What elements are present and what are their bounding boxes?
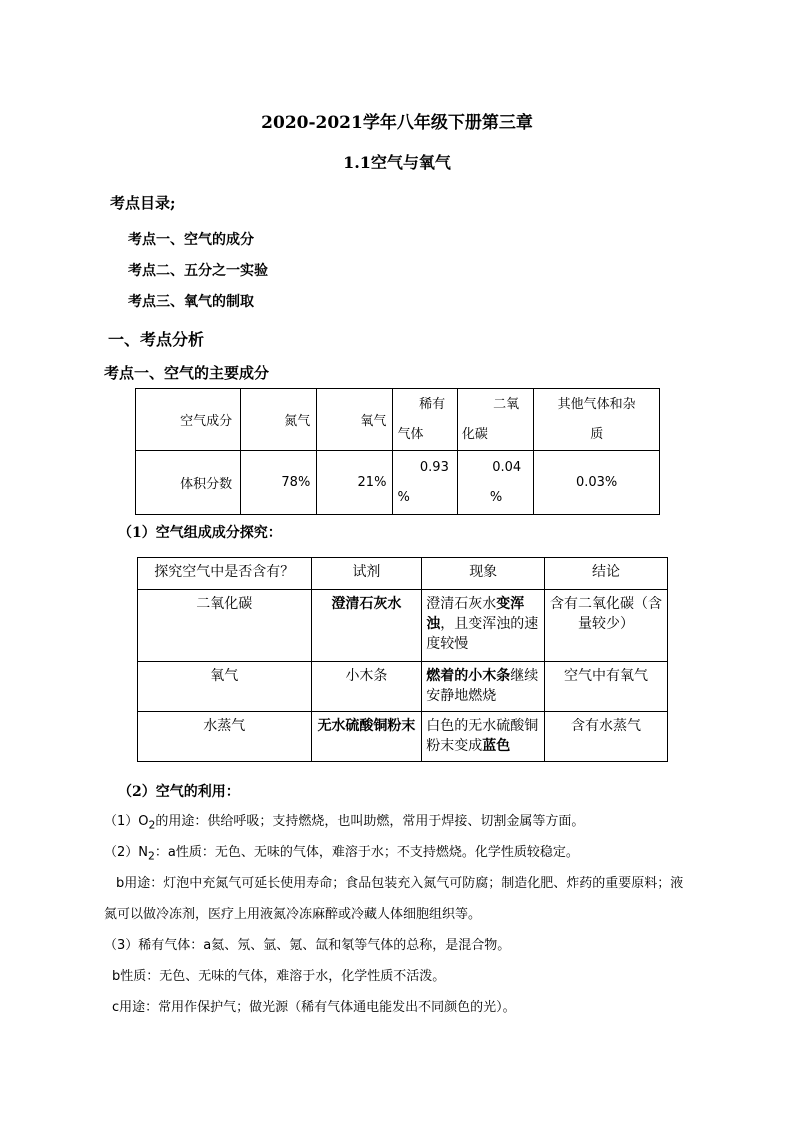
- table-header-row: [138, 558, 668, 590]
- rare-gas-properties: b性质：无色、无味的气体，难溶于水，化学性质不活泼。: [112, 969, 446, 984]
- table-cell: 氧气: [138, 662, 312, 712]
- phenomenon-emphasis: 蓝色: [482, 738, 511, 754]
- table-cell: [422, 662, 545, 712]
- table-header: 试剂: [311, 558, 422, 590]
- table-cell: 二氧化碳: [138, 590, 312, 662]
- toc-heading: 考点目录;: [110, 194, 176, 212]
- table-cell: 体积分数: [136, 451, 241, 515]
- table-cell: [422, 590, 545, 662]
- exploration-table: [137, 557, 668, 762]
- cell-line: 质: [590, 426, 604, 442]
- section-heading: 一、考点分析: [108, 330, 205, 349]
- phenomenon-text: 白色的无水硫酸铜粉末变成: [426, 718, 539, 754]
- table-cell: 21%: [317, 451, 393, 515]
- table-cell: 氮气: [241, 389, 317, 451]
- phenomenon-text: 澄清石灰水: [426, 596, 497, 612]
- table-header: 结论: [545, 558, 668, 590]
- sub-heading-2: （2）空气的利用：: [118, 784, 240, 800]
- table-row: [136, 389, 660, 451]
- cell-line: 0.93: [419, 459, 449, 475]
- rare-gas-definition: （3）稀有气体：a氦、氖、氩、氪、氙和氡等气体的总称，是混合物。: [104, 938, 511, 953]
- table-cell: 78%: [241, 451, 317, 515]
- cell-line: 化碳: [461, 426, 488, 442]
- doc-title: 2020-2021学年八年级下册第三章: [261, 113, 533, 133]
- table-header: 现象: [422, 558, 545, 590]
- table-cell: 氧气: [317, 389, 393, 451]
- cell-line: %: [397, 489, 410, 505]
- cell-line: 二氧: [493, 396, 520, 412]
- table-row: [138, 662, 668, 712]
- text-run: （1）O: [104, 814, 149, 829]
- phenomenon-emphasis: 变浑浊: [426, 596, 525, 632]
- table-row: [138, 712, 668, 762]
- table-row: [138, 590, 668, 662]
- table-cell: 空气成分: [136, 389, 241, 451]
- phenomenon-emphasis: 燃着的小木条: [426, 668, 511, 684]
- subscript: 2: [148, 849, 155, 863]
- text-run: （2）N: [104, 845, 148, 860]
- n2-uses-line-1: b用途：灯泡中充氮气可延长使用寿命；食品包装充入氮气可防腐；制造化肥、炸药的重要原料；液: [116, 876, 684, 891]
- n2-properties: [104, 843, 579, 867]
- toc-item-1: 考点一、空气的成分: [128, 232, 254, 248]
- phenomenon-text: ，且变浑浊的速度较慢: [426, 616, 539, 652]
- cell-line: %: [489, 489, 503, 505]
- table-cell: 0.03%: [534, 451, 660, 515]
- table-cell: [457, 389, 533, 451]
- table-cell: 空气中有氧气: [545, 662, 668, 712]
- toc-item-2: 考点二、五分之一实验: [128, 263, 268, 279]
- n2-uses-line-2: 氮可以做冷冻剂，医疗上用液氮冷冻麻醉或冷藏人体细胞组织等。: [104, 907, 482, 922]
- table-row: [136, 451, 660, 515]
- cell-line: 稀有: [419, 396, 446, 412]
- table-cell: 无水硫酸铜粉末: [311, 712, 422, 762]
- subscript: 2: [148, 818, 156, 832]
- rare-gas-uses: c用途：常用作保护气；做光源（稀有气体通电能发出不同颜色的光）。: [112, 1000, 516, 1015]
- phenomenon-text: 继续安静地燃烧: [426, 668, 539, 704]
- cell-line: 其他气体和杂: [557, 396, 636, 412]
- sub-heading-1: （1）空气组成成分探究：: [118, 525, 282, 541]
- table-cell: [534, 389, 660, 451]
- table-cell: 水蒸气: [138, 712, 312, 762]
- table-cell: [422, 712, 545, 762]
- table-cell: 小木条: [311, 662, 422, 712]
- table-cell: [393, 389, 457, 451]
- composition-table: [135, 388, 660, 515]
- table-cell: 含有水蒸气: [545, 712, 668, 762]
- table-header: 探究空气中是否含有？: [138, 558, 312, 590]
- table-cell: [457, 451, 533, 515]
- o2-uses: [104, 812, 584, 836]
- table-cell: 含有二氧化碳（含量较少）: [545, 590, 668, 662]
- text-run: ：a性质：无色、无味的气体，难溶于水；不支持燃烧。化学性质较稳定。: [154, 845, 579, 860]
- text-run: 的用途：供给呼吸；支持燃烧，也叫助燃，常用于焊接、切割金属等方面。: [155, 814, 585, 829]
- cell-line: 气体: [397, 426, 424, 442]
- cell-line: 0.04: [492, 459, 522, 475]
- toc-item-3: 考点三、氧气的制取: [128, 294, 254, 310]
- table-cell: [393, 451, 457, 515]
- table-cell: 澄清石灰水: [311, 590, 422, 662]
- point-heading: 考点一、空气的主要成分: [104, 364, 270, 382]
- doc-subtitle: 1.1空气与氧气: [343, 153, 451, 172]
